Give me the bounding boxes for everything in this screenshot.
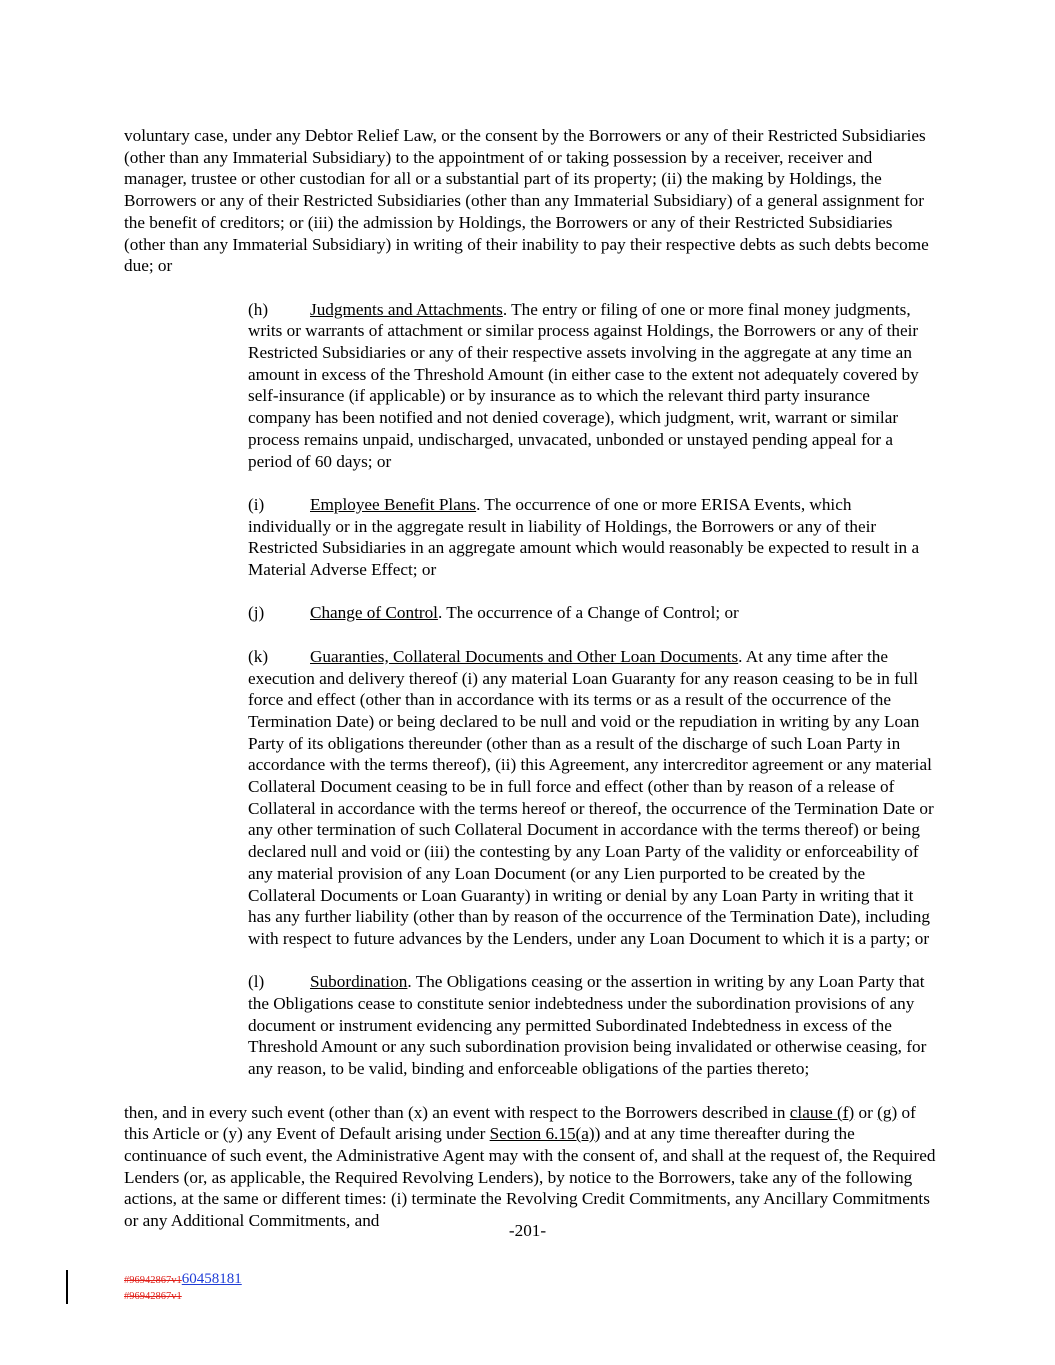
paragraph-g-continuation — [124, 125, 936, 277]
clause-heading: Subordination — [310, 972, 408, 992]
paragraph-text: voluntary case, under any Debtor Relief Law, or the consent by the Borrowers or any of their Restricted Subsidiaries (other than any Immaterial Subsidiary) to the appointment of or taking possession by a receiver, receiver and manager, trustee or other custodian for all or a substantial part of its property; (ii) the making by Holdings, the Borrowers or any of their Restricted Subsidiaries (other than any Immaterial Subsidiary) of a general assignment for the benefit of creditors; or (iii) the admission by Holdings, the Borrowers or any of their Restricted Subsidiaries (other than any Immaterial Subsidiary) in writing of their inability to pay their respective debts as such debts become due; or — [124, 126, 929, 276]
clause-marker: (h) — [248, 299, 269, 319]
clause-heading: Judgments and Attachments — [310, 299, 503, 319]
paragraph-k — [124, 646, 936, 950]
clause-f-reference: clause (f) — [789, 1102, 855, 1122]
clause-g-reference: (g) — [877, 1102, 898, 1122]
remedies-text-3: of this Article or (y) any Event of Default arising under — [124, 1102, 916, 1144]
document-id-line-1 — [124, 1272, 242, 1288]
document-id-line-2 — [124, 1288, 242, 1304]
paragraph-remedies — [124, 1102, 936, 1232]
paragraph-l — [124, 971, 936, 1080]
paragraph-i — [124, 494, 936, 581]
paragraph-h — [124, 299, 936, 473]
clause-marker: (l) — [248, 972, 265, 992]
deleted-doc-id-2: #96942867v1 — [124, 1291, 182, 1302]
page-number: -201- — [508, 1221, 547, 1240]
clause-heading: Guaranties, Collateral Documents and Other Loan Documents — [310, 646, 739, 666]
document-body — [124, 125, 936, 1253]
deleted-doc-id: #96942867v1 — [124, 1275, 182, 1286]
paragraph-j — [124, 602, 936, 624]
remedies-text-4: ) and at any time thereafter during the continuance of such event, the Administrative Agent may with the consent of, and shall at the request of, the Required Lenders (or, as applicable, the Required Revolving Lenders), by notice to the Borrowers, take any of the following actions, at the same or different times: (i) terminate the Revolving Credit Commitments, any Ancillary Commitments or any Additional Commitments, and — [124, 1124, 936, 1231]
clause-marker: (j) — [248, 603, 265, 623]
document-id — [124, 1272, 242, 1304]
clause-text: . The occurrence of one or more ERISA Events, which individually or in the aggregate result in liability of Holdings, the Borrowers or any of their Restricted Subsidiaries in an aggregate amount which would reasonably be expected to result in a Material Adverse Effect; or — [248, 494, 920, 580]
clause-text: . The entry or filing of one or more final money judgments, writs or warrants of attachment or similar process against Holdings, the Borrowers or any of their Restricted Subsidiaries or any of their respective assets involving in the aggregate at any time an amount in excess of the Threshold Amount (in either case to the extent not adequately covered by self-insurance (if applicable) or by insurance as to which the relevant third party insurance company has been notified and not denied coverage), which judgment, writ, warrant or similar process remains unpaid, undischarged, unvacated, unbonded or unstayed pending appeal for a period of 60 days; or — [248, 299, 919, 471]
clause-text: . The Obligations ceasing or the assertion in writing by any Loan Party that the Obligations cease to constitute senior indebtedness under the subordination provisions of any document or instrument evidencing any permitted Subordinated Indebtedness in excess of the Threshold Amount or any such subordination provision being invalidated or otherwise ceasing, for any reason, to be valid, binding and enforceable obligations of the parties thereto; — [248, 972, 927, 1079]
clause-marker: (k) — [248, 646, 269, 666]
remedies-text-2: or — [854, 1102, 878, 1122]
clause-heading: Employee Benefit Plans — [310, 494, 477, 514]
remedies-text-1: then, and in every such event (other than (x) an event with respect to the Borrowers described in — [124, 1102, 790, 1122]
clause-text: . At any time after the execution and delivery thereof (i) any material Loan Guaranty for any reason ceasing to be in full force and effect (other than in accordance with its terms or as a result of the occurrence of the Termination Date) or being declared to be null and void or the repudiation in writing by any Loan Party of its obligations thereunder (other than as a result of the discharge of such Loan Party in accordance with the terms thereof), (ii) this Agreement, any intercreditor agreement or any material Collateral Document ceasing to be in full force and effect (other than by reason of a release of Collateral in accordance with the terms hereof or thereof, the occurrence of the Termination Date or any other termination of such Collateral Document in accordance with the terms thereof) or being declared null and void or (iii) the contesting by any Loan Party of the validity or enforceability of any material provision of any Loan Document (or any Lien purported to be created by the Collateral Documents or Loan Guaranty) in writing or denial by any Loan Party in writing that it has any further liability (other than by reason of the occurrence of the Termination Date), including with respect to future advances by the Lenders, under any Loan Document to which it is a party; or — [248, 646, 934, 948]
section-reference: Section 6.15(a) — [489, 1124, 595, 1144]
clause-heading: Change of Control — [310, 603, 438, 623]
inserted-doc-id: 60458181 — [181, 1271, 242, 1287]
clause-text: . The occurrence of a Change of Control; or — [437, 603, 739, 623]
clause-marker: (i) — [248, 494, 265, 514]
revision-change-bar — [66, 1270, 68, 1304]
